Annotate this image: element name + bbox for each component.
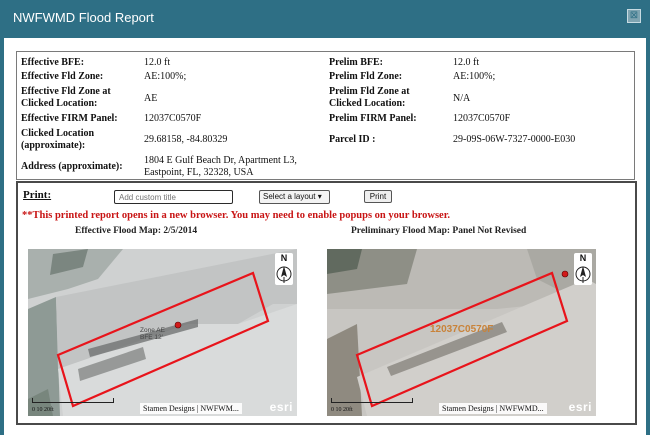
effective-bfe-value: 12.0 ft <box>144 57 171 68</box>
effective-zone-value: AE:100%; <box>144 71 187 82</box>
north-arrow-icon <box>275 253 293 285</box>
effective-bfe-label: Effective BFE: <box>21 57 85 68</box>
effective-clicked-zone-label-2: Clicked Location: <box>21 98 98 109</box>
scale-bar <box>331 398 413 403</box>
dialog-title: NWFWMD Flood Report <box>13 10 154 25</box>
clicked-location-label-1: Clicked Location <box>21 128 95 139</box>
north-label: N <box>579 253 587 263</box>
print-panel <box>16 181 637 425</box>
scale-labels: 0 10 20ft <box>32 407 54 413</box>
clicked-location-value: 29.68158, -84.80329 <box>144 134 228 145</box>
prelim-zone-label: Prelim Fld Zone: <box>329 71 403 82</box>
prelim-zone-value: AE:100%; <box>453 71 496 82</box>
prelim-clicked-zone-value: N/A <box>453 93 471 104</box>
esri-logo: esri <box>269 400 293 414</box>
effective-flood-map[interactable] <box>28 249 297 416</box>
custom-title-input[interactable] <box>114 190 233 204</box>
prelim-panel-label: Prelim FIRM Panel: <box>329 113 417 124</box>
effective-map-title: Effective Flood Map: 2/5/2014 <box>75 226 198 236</box>
address-line-2: Eastpoint, FL, 32328, USA <box>144 167 254 178</box>
effective-panel-value: 12037C0570F <box>144 113 202 124</box>
address-label: Address (approximate): <box>21 161 123 172</box>
effective-panel-label: Effective FIRM Panel: <box>21 113 118 124</box>
preliminary-map-title: Preliminary Flood Map: Panel Not Revised <box>351 226 527 236</box>
map-attribution: Stamen Designs | NWFWMD... <box>439 403 547 414</box>
address-line-1: 1804 E Gulf Beach Dr, Apartment L3, <box>144 155 297 166</box>
effective-zone-label: Effective Fld Zone: <box>21 71 104 82</box>
effective-clicked-zone-value: AE <box>144 93 158 104</box>
print-label: Print: <box>23 189 52 201</box>
north-arrow-icon <box>574 253 592 285</box>
prelim-panel-label: 12037C0570F <box>430 324 494 335</box>
esri-logo: esri <box>568 400 592 414</box>
prelim-bfe-value: 12.0 ft <box>453 57 480 68</box>
effective-clicked-zone-label-1: Effective Fld Zone at <box>21 86 111 97</box>
dialog-border-right <box>646 38 650 435</box>
scale-labels: 0 10 20ft <box>331 407 353 413</box>
effective-zone-text-1: Zone AE <box>140 327 165 334</box>
preliminary-flood-map[interactable] <box>327 249 596 416</box>
dialog-border-left <box>0 38 4 435</box>
dialog-titlebar <box>0 0 650 38</box>
scale-bar <box>32 398 114 403</box>
prelim-panel-value: 12037C0570F <box>453 113 511 124</box>
effective-zone-label <box>140 327 165 341</box>
layout-select[interactable]: Select a layout ▾ <box>259 190 330 204</box>
effective-zone-text-2: BFE 12' <box>140 334 163 341</box>
close-icon[interactable]: ⊠ <box>627 9 641 23</box>
popup-warning: **This printed report opens in a new browser. You may need to enable popups on your browser. <box>22 210 451 221</box>
map-attribution: Stamen Designs | NWFWM... <box>140 403 242 414</box>
parcel-id-value: 29-09S-06W-7327-0000-E030 <box>453 134 576 145</box>
north-label: N <box>280 253 288 263</box>
parcel-id-label: Parcel ID : <box>329 134 376 145</box>
print-button[interactable]: Print <box>364 190 392 203</box>
prelim-clicked-zone-label-1: Prelim Fld Zone at <box>329 86 410 97</box>
clicked-location-label-2: (approximate): <box>21 140 86 151</box>
prelim-clicked-zone-label-2: Clicked Location: <box>329 98 406 109</box>
prelim-bfe-label: Prelim BFE: <box>329 57 383 68</box>
flood-info-panel <box>16 51 635 180</box>
